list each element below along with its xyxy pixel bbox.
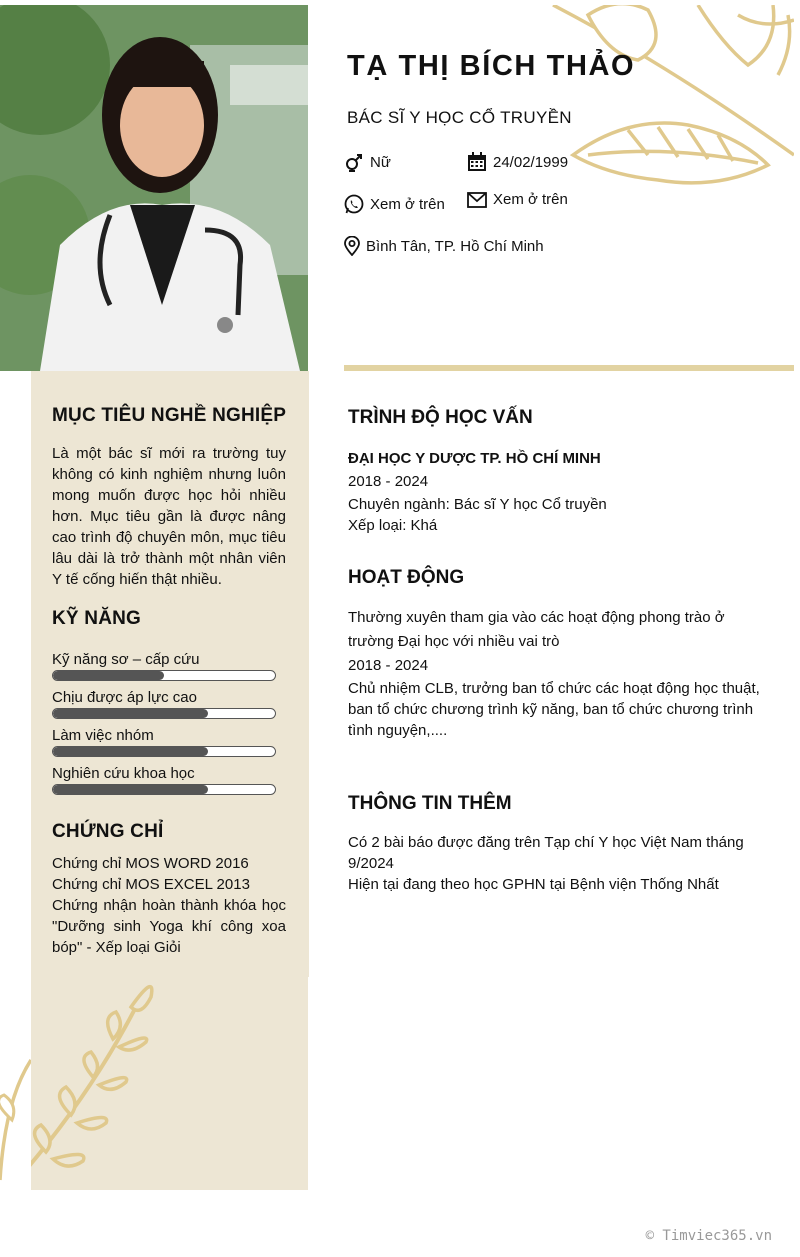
location-pin-icon <box>344 236 360 256</box>
education-grade: Xếp loại: Khá <box>348 517 438 534</box>
phone-value[interactable]: Xem ở trên <box>370 195 445 213</box>
additional-item: Hiện tại đang theo học GPHN tại Bệnh viện Thống Nhất <box>348 876 719 893</box>
leaf-decoration-icon <box>31 977 308 1190</box>
gender-info <box>344 152 391 172</box>
education-major: Chuyên ngành: Bác sĩ Y học Cổ truyền <box>348 496 607 513</box>
certificate-item: Chứng chỉ MOS WORD 2016 <box>52 855 249 872</box>
candidate-name: TẠ THỊ BÍCH THẢO <box>347 50 636 82</box>
candidate-title: BÁC SĨ Y HỌC CỔ TRUYỀN <box>347 108 572 127</box>
skill-label: Nghiên cứu khoa học <box>52 765 195 782</box>
activities-period: 2018 - 2024 <box>348 657 429 674</box>
objective-text: Là một bác sĩ mới ra trường tuy không có kinh nghiệm nhưng luôn mong muốn được học hỏi nhiều hơn. Mục tiêu gần là được nâng cao trình độ chuyên môn, mục tiêu lâu dài là trở thành một nhân viên Y tế cống hiến thật nhiều. <box>52 445 286 588</box>
additional-item: Có 2 bài báo được đăng trên Tạp chí Y học Việt Nam tháng 9/2024 <box>348 834 744 872</box>
calendar-icon <box>467 152 487 172</box>
gender-icon <box>344 152 364 172</box>
leaf-decoration-left-icon <box>0 1040 31 1190</box>
leaf-decoration-top-icon <box>548 5 794 200</box>
email-info <box>467 191 568 208</box>
activities-description: Thường xuyên tham gia vào các hoạt động phong trào ở trường Đại học với nhiều vai trò <box>348 609 725 650</box>
header-divider <box>344 365 794 371</box>
skill-label: Làm việc nhóm <box>52 727 154 744</box>
skill-label: Kỹ năng sơ – cấp cứu <box>52 651 200 668</box>
activities-detail: Chủ nhiệm CLB, trưởng ban tổ chức các hoạt động học thuật, ban tổ chức chương trình kỹ năng, ban tổ chức chương trình tình nguyện,.... <box>348 680 760 739</box>
profile-photo <box>0 5 308 371</box>
skill-bar <box>52 670 276 681</box>
skill-bar-fill <box>53 785 208 794</box>
email-value[interactable]: Xem ở trên <box>493 191 568 208</box>
additional-heading: THÔNG TIN THÊM <box>348 793 512 814</box>
whatsapp-icon <box>344 194 364 214</box>
gender-value: Nữ <box>370 153 391 171</box>
objective-heading: MỤC TIÊU NGHỀ NGHIỆP <box>52 405 287 426</box>
skills-heading: KỸ NĂNG <box>52 608 142 629</box>
education-period: 2018 - 2024 <box>348 473 429 490</box>
left-sidebar-footer <box>31 977 308 1190</box>
education-heading: TRÌNH ĐỘ HỌC VẤN <box>348 407 533 428</box>
address-info <box>344 236 544 256</box>
mail-icon <box>467 192 487 208</box>
birthdate-info <box>467 152 568 172</box>
activities-heading: HOẠT ĐỘNG <box>348 567 465 588</box>
watermark: © Timviec365.vn <box>645 1228 772 1244</box>
skill-bar <box>52 784 276 795</box>
skill-bar <box>52 746 276 757</box>
certificate-item: Chứng chỉ MOS EXCEL 2013 <box>52 876 250 893</box>
certificates-heading: CHỨNG CHỈ <box>52 821 164 842</box>
skill-bar-fill <box>53 709 208 718</box>
certificate-item: Chứng nhận hoàn thành khóa học "Dưỡng sinh Yoga khí công xoa bóp" - Xếp loại Giỏi <box>52 897 286 956</box>
birthdate-value: 24/02/1999 <box>493 153 569 171</box>
skill-bar-fill <box>53 671 164 680</box>
skill-bar-fill <box>53 747 208 756</box>
phone-info <box>344 194 445 214</box>
address-value: Bình Tân, TP. Hồ Chí Minh <box>366 237 544 255</box>
skill-label: Chịu được áp lực cao <box>52 689 197 706</box>
skill-bar <box>52 708 276 719</box>
education-school: ĐẠI HỌC Y DƯỢC TP. HỒ CHÍ MINH <box>348 450 601 467</box>
